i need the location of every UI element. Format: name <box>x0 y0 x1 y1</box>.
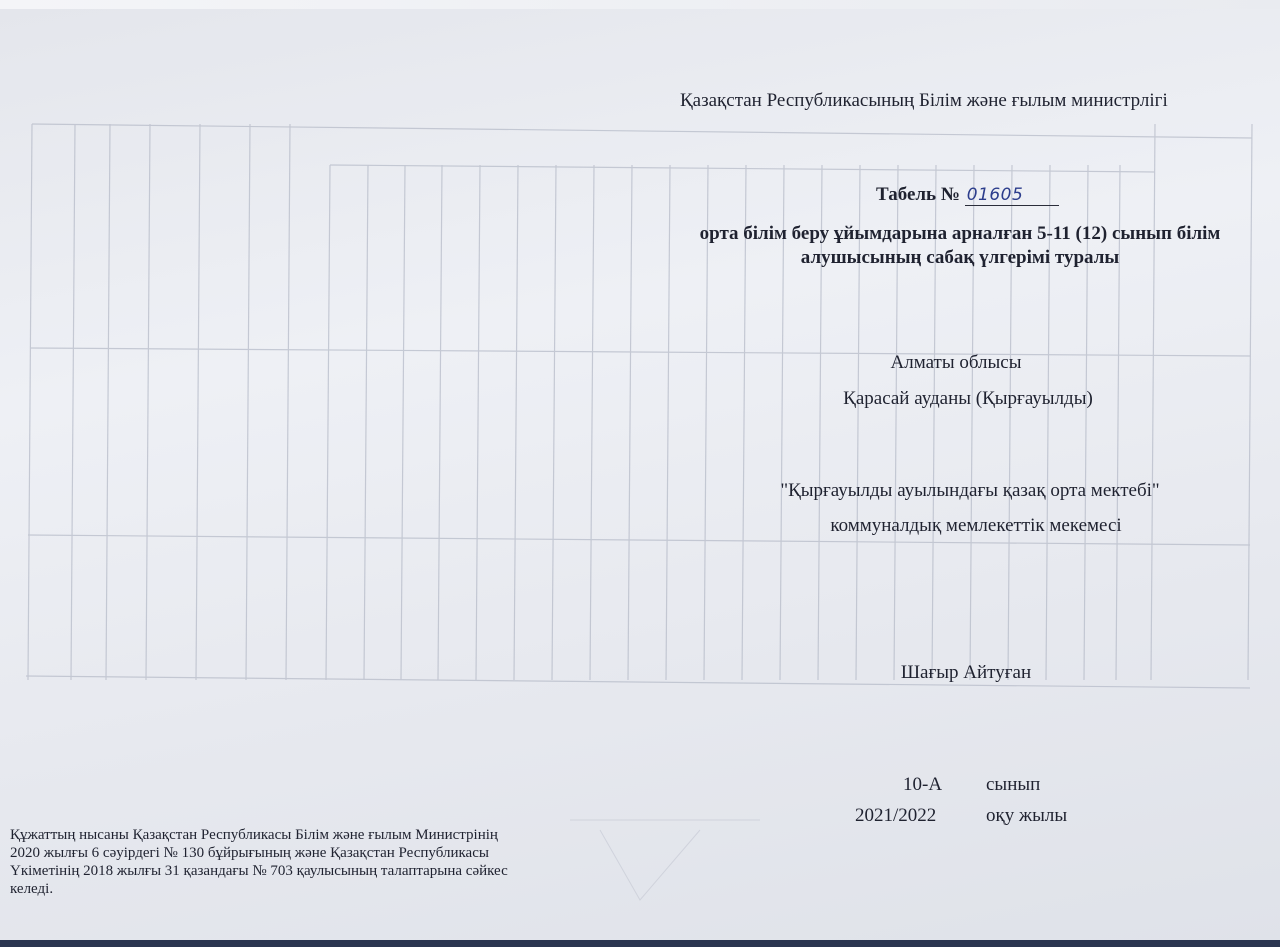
grade-label: сынып <box>986 774 1041 795</box>
grid-line <box>476 165 480 680</box>
grid-line <box>438 165 442 680</box>
grid-line <box>146 124 150 680</box>
tabel-number: 01605 <box>965 185 1059 206</box>
grid-line <box>71 124 75 680</box>
grid-line <box>1248 124 1252 680</box>
school-type: коммуналдық мемлекеттік мекемесі <box>830 515 1122 536</box>
grid-line <box>364 165 368 680</box>
grid-line <box>246 124 250 680</box>
grid-line <box>28 124 32 680</box>
grid-line <box>32 124 1252 138</box>
grade-value: 10-А <box>903 774 943 795</box>
legal-footnote: Құжаттың нысаны Қазақстан Республикасы Білім және ғылым Министрінің 2020 жылғы 6 сәуірдегі № 130 бұйрығының және Қазақстан Республикасы Үкіметінің 2018 жылғы 31 қазандағы № 703 қаулысының талаптарына сәйкес келеді. <box>10 827 508 897</box>
grid-line <box>628 165 632 680</box>
grid-line <box>106 124 110 680</box>
grid-line <box>552 165 556 680</box>
region: Алматы облысы <box>890 352 1022 373</box>
document-subtitle: орта білім беру ұйымдарына арналған 5-11 (12) сынып білім алушысының сабақ үлгерімі туралы <box>699 223 1221 268</box>
grid-line <box>330 165 1155 172</box>
grid-line <box>401 165 405 680</box>
grid-line <box>286 124 290 680</box>
school-year-value: 2021/2022 <box>855 805 937 826</box>
student-name: Шағыр Айтуған <box>900 662 1032 683</box>
grid-line <box>590 165 594 680</box>
tabel-label: Табель № <box>876 184 960 205</box>
school-year-label: оқу жылы <box>986 805 1068 826</box>
school-name: "Қырғауылды ауылындағы қазақ орта мектебі" <box>780 480 1160 501</box>
bottom-edge <box>0 940 1280 947</box>
grid-line <box>514 165 518 680</box>
district: Қарасай ауданы (Қырғауылды) <box>843 388 1093 409</box>
grid-line <box>326 165 330 680</box>
grid-line <box>196 124 200 680</box>
tabel-title <box>876 184 1059 206</box>
ministry-header: Қазақстан Республикасының Білім және ғылым министрлігі <box>680 90 1168 111</box>
